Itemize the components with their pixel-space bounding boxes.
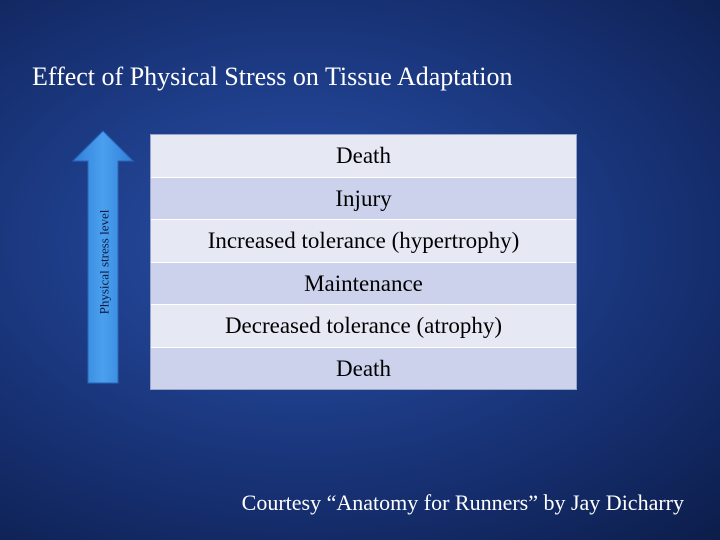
level-row-death-bottom: Death <box>151 348 576 390</box>
level-row-maintenance: Maintenance <box>151 263 576 306</box>
level-row-injury: Injury <box>151 178 576 221</box>
level-row-decreased-tolerance: Decreased tolerance (atrophy) <box>151 305 576 348</box>
level-row-death-top: Death <box>151 135 576 178</box>
stress-level-table <box>150 134 577 390</box>
arrow-label-text: Physical stress level <box>96 209 111 315</box>
arrow-label <box>79 190 129 334</box>
level-row-increased-tolerance: Increased tolerance (hypertrophy) <box>151 220 576 263</box>
slide-title: Effect of Physical Stress on Tissue Adaptation <box>32 62 513 91</box>
credit-text: Courtesy “Anatomy for Runners” by Jay Dicharry <box>241 490 684 515</box>
